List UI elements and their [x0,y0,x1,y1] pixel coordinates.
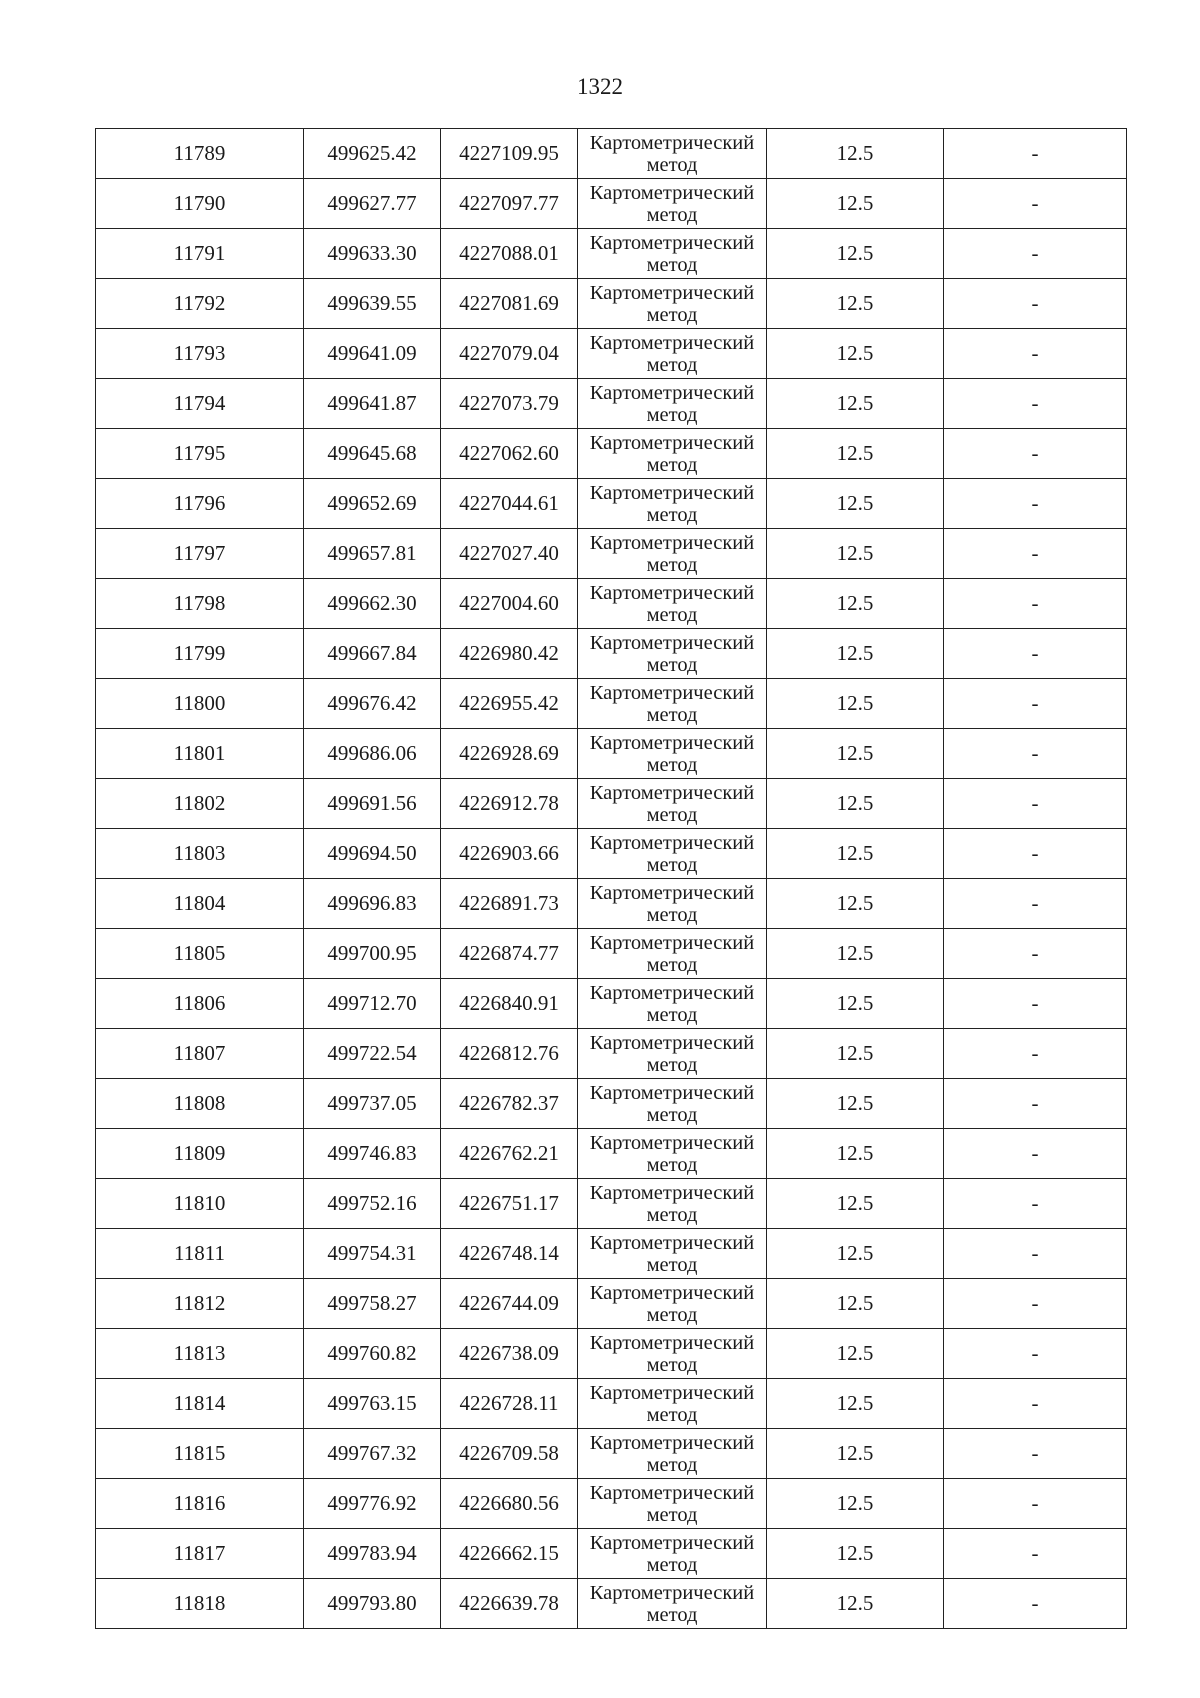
method-line-2: метод [646,653,698,676]
method-cell [578,1379,767,1429]
method-line-2: метод [646,1053,698,1076]
point-id-cell: 11813 [96,1329,304,1379]
method-cell [578,379,767,429]
note-cell: - [944,1579,1127,1629]
note-cell: - [944,1129,1127,1179]
y-coordinate-cell: 4226639.78 [441,1579,578,1629]
y-coordinate-cell: 4226680.56 [441,1479,578,1529]
method-cell [578,929,767,979]
method-line-1: Картометрический [589,331,755,354]
y-coordinate-cell: 4227027.40 [441,529,578,579]
x-coordinate-cell: 499722.54 [304,1029,441,1079]
note-cell: - [944,1429,1127,1479]
y-coordinate-cell: 4227044.61 [441,479,578,529]
method-line-2: метод [646,303,698,326]
method-line-2: метод [646,903,698,926]
table-row [96,1229,1127,1279]
table-row [96,579,1127,629]
method-cell [578,429,767,479]
method-cell [578,1079,767,1129]
point-id-cell: 11812 [96,1279,304,1329]
x-coordinate-cell: 499686.06 [304,729,441,779]
point-id-cell: 11791 [96,229,304,279]
note-cell: - [944,729,1127,779]
y-coordinate-cell: 4226744.09 [441,1279,578,1329]
x-coordinate-cell: 499662.30 [304,579,441,629]
accuracy-cell: 12.5 [767,279,944,329]
point-id-cell: 11803 [96,829,304,879]
y-coordinate-cell: 4227079.04 [441,329,578,379]
point-id-cell: 11792 [96,279,304,329]
accuracy-cell: 12.5 [767,529,944,579]
x-coordinate-cell: 499752.16 [304,1179,441,1229]
point-id-cell: 11806 [96,979,304,1029]
point-id-cell: 11802 [96,779,304,829]
method-line-1: Картометрический [589,731,755,754]
accuracy-cell: 12.5 [767,1479,944,1529]
note-cell: - [944,1479,1127,1529]
method-line-2: метод [646,1453,698,1476]
y-coordinate-cell: 4227062.60 [441,429,578,479]
method-cell [578,829,767,879]
method-line-2: метод [646,553,698,576]
table-row [96,1029,1127,1079]
method-line-1: Картометрический [589,481,755,504]
method-line-2: метод [646,853,698,876]
x-coordinate-cell: 499700.95 [304,929,441,979]
accuracy-cell: 12.5 [767,1229,944,1279]
table-row [96,729,1127,779]
table-row [96,529,1127,579]
accuracy-cell: 12.5 [767,779,944,829]
accuracy-cell: 12.5 [767,1179,944,1229]
x-coordinate-cell: 499712.70 [304,979,441,1029]
table-row [96,779,1127,829]
note-cell: - [944,1329,1127,1379]
accuracy-cell: 12.5 [767,1529,944,1579]
method-cell [578,1029,767,1079]
method-line-1: Картометрический [589,1331,755,1354]
table-row [96,1329,1127,1379]
method-line-1: Картометрический [589,581,755,604]
table-row [96,379,1127,429]
method-line-1: Картометрический [589,1581,755,1604]
x-coordinate-cell: 499793.80 [304,1579,441,1629]
accuracy-cell: 12.5 [767,479,944,529]
method-line-1: Картометрический [589,1431,755,1454]
accuracy-cell: 12.5 [767,679,944,729]
note-cell: - [944,1229,1127,1279]
table-row [96,279,1127,329]
y-coordinate-cell: 4226874.77 [441,929,578,979]
accuracy-cell: 12.5 [767,429,944,479]
note-cell: - [944,429,1127,479]
method-line-2: метод [646,1153,698,1176]
page-number: 1322 [577,74,623,99]
accuracy-cell: 12.5 [767,129,944,179]
y-coordinate-cell: 4226928.69 [441,729,578,779]
method-line-2: метод [646,1003,698,1026]
method-line-2: метод [646,1553,698,1576]
table-row [96,1429,1127,1479]
point-id-cell: 11794 [96,379,304,429]
method-line-1: Картометрический [589,131,755,154]
note-cell: - [944,279,1127,329]
point-id-cell: 11815 [96,1429,304,1479]
point-id-cell: 11805 [96,929,304,979]
note-cell: - [944,879,1127,929]
x-coordinate-cell: 499657.81 [304,529,441,579]
note-cell: - [944,1379,1127,1429]
y-coordinate-cell: 4226748.14 [441,1229,578,1279]
y-coordinate-cell: 4227081.69 [441,279,578,329]
accuracy-cell: 12.5 [767,179,944,229]
y-coordinate-cell: 4226782.37 [441,1079,578,1129]
method-cell [578,279,767,329]
method-cell [578,779,767,829]
y-coordinate-cell: 4226912.78 [441,779,578,829]
table-row [96,129,1127,179]
method-cell [578,479,767,529]
method-line-2: метод [646,253,698,276]
method-line-2: метод [646,353,698,376]
method-cell [578,879,767,929]
table-row [96,429,1127,479]
method-line-1: Картометрический [589,831,755,854]
point-id-cell: 11804 [96,879,304,929]
method-line-2: метод [646,603,698,626]
accuracy-cell: 12.5 [767,1379,944,1429]
method-cell [578,529,767,579]
table-row [96,479,1127,529]
x-coordinate-cell: 499639.55 [304,279,441,329]
point-id-cell: 11807 [96,1029,304,1079]
note-cell: - [944,1029,1127,1079]
method-cell [578,1229,767,1279]
table-row [96,1279,1127,1329]
method-cell [578,629,767,679]
note-cell: - [944,679,1127,729]
method-line-2: метод [646,953,698,976]
y-coordinate-cell: 4226955.42 [441,679,578,729]
note-cell: - [944,979,1127,1029]
method-line-2: метод [646,1503,698,1526]
y-coordinate-cell: 4226738.09 [441,1329,578,1379]
accuracy-cell: 12.5 [767,729,944,779]
note-cell: - [944,629,1127,679]
point-id-cell: 11818 [96,1579,304,1629]
y-coordinate-cell: 4226980.42 [441,629,578,679]
y-coordinate-cell: 4226840.91 [441,979,578,1029]
method-line-2: метод [646,753,698,776]
method-cell [578,329,767,379]
table-row [96,879,1127,929]
method-cell [578,979,767,1029]
table-row [96,1529,1127,1579]
point-id-cell: 11810 [96,1179,304,1229]
x-coordinate-cell: 499776.92 [304,1479,441,1529]
method-line-1: Картометрический [589,1231,755,1254]
method-line-2: метод [646,403,698,426]
method-line-1: Картометрический [589,981,755,1004]
table-row [96,329,1127,379]
method-cell [578,1329,767,1379]
method-line-1: Картометрический [589,1181,755,1204]
point-id-cell: 11795 [96,429,304,479]
x-coordinate-cell: 499652.69 [304,479,441,529]
note-cell: - [944,229,1127,279]
method-cell [578,579,767,629]
x-coordinate-cell: 499783.94 [304,1529,441,1579]
x-coordinate-cell: 499696.83 [304,879,441,929]
x-coordinate-cell: 499691.56 [304,779,441,829]
note-cell: - [944,179,1127,229]
note-cell: - [944,379,1127,429]
note-cell: - [944,1179,1127,1229]
table-row [96,1379,1127,1429]
accuracy-cell: 12.5 [767,629,944,679]
table-row [96,629,1127,679]
method-line-1: Картометрический [589,931,755,954]
y-coordinate-cell: 4226709.58 [441,1429,578,1479]
y-coordinate-cell: 4226728.11 [441,1379,578,1429]
accuracy-cell: 12.5 [767,329,944,379]
table-body [96,129,1127,1629]
note-cell: - [944,779,1127,829]
method-line-2: метод [646,703,698,726]
point-id-cell: 11798 [96,579,304,629]
method-cell [578,1579,767,1629]
method-cell [578,229,767,279]
table-row [96,929,1127,979]
point-id-cell: 11817 [96,1529,304,1579]
table-row [96,1579,1127,1629]
method-line-1: Картометрический [589,281,755,304]
accuracy-cell: 12.5 [767,979,944,1029]
table-row [96,1129,1127,1179]
method-line-2: метод [646,1603,698,1626]
method-line-2: метод [646,1303,698,1326]
table-row [96,979,1127,1029]
table-row [96,1479,1127,1529]
table-row [96,679,1127,729]
method-line-1: Картометрический [589,1381,755,1404]
method-line-1: Картометрический [589,431,755,454]
x-coordinate-cell: 499737.05 [304,1079,441,1129]
method-cell [578,1429,767,1479]
accuracy-cell: 12.5 [767,1029,944,1079]
point-id-cell: 11814 [96,1379,304,1429]
note-cell: - [944,1529,1127,1579]
x-coordinate-cell: 499746.83 [304,1129,441,1179]
method-cell [578,1179,767,1229]
point-id-cell: 11799 [96,629,304,679]
method-line-1: Картометрический [589,681,755,704]
x-coordinate-cell: 499676.42 [304,679,441,729]
point-id-cell: 11793 [96,329,304,379]
x-coordinate-cell: 499641.09 [304,329,441,379]
method-line-1: Картометрический [589,1531,755,1554]
x-coordinate-cell: 499645.68 [304,429,441,479]
point-id-cell: 11800 [96,679,304,729]
note-cell: - [944,1279,1127,1329]
y-coordinate-cell: 4227073.79 [441,379,578,429]
method-line-1: Картометрический [589,381,755,404]
point-id-cell: 11808 [96,1079,304,1129]
method-cell [578,679,767,729]
note-cell: - [944,1079,1127,1129]
accuracy-cell: 12.5 [767,379,944,429]
method-cell [578,729,767,779]
accuracy-cell: 12.5 [767,879,944,929]
method-cell [578,129,767,179]
table-row [96,829,1127,879]
x-coordinate-cell: 499760.82 [304,1329,441,1379]
method-cell [578,1529,767,1579]
accuracy-cell: 12.5 [767,1279,944,1329]
method-cell [578,1479,767,1529]
x-coordinate-cell: 499641.87 [304,379,441,429]
method-line-2: метод [646,1253,698,1276]
method-line-1: Картометрический [589,1281,755,1304]
x-coordinate-cell: 499633.30 [304,229,441,279]
method-line-2: метод [646,1203,698,1226]
note-cell: - [944,929,1127,979]
note-cell: - [944,829,1127,879]
y-coordinate-cell: 4226762.21 [441,1129,578,1179]
y-coordinate-cell: 4227097.77 [441,179,578,229]
method-line-2: метод [646,1403,698,1426]
x-coordinate-cell: 499758.27 [304,1279,441,1329]
method-line-1: Картометрический [589,881,755,904]
point-id-cell: 11797 [96,529,304,579]
note-cell: - [944,329,1127,379]
x-coordinate-cell: 499767.32 [304,1429,441,1479]
y-coordinate-cell: 4227088.01 [441,229,578,279]
note-cell: - [944,129,1127,179]
method-line-2: метод [646,1103,698,1126]
method-line-1: Картометрический [589,181,755,204]
method-line-1: Картометрический [589,531,755,554]
accuracy-cell: 12.5 [767,1429,944,1479]
y-coordinate-cell: 4227004.60 [441,579,578,629]
table-row [96,179,1127,229]
note-cell: - [944,579,1127,629]
x-coordinate-cell: 499627.77 [304,179,441,229]
point-id-cell: 11796 [96,479,304,529]
x-coordinate-cell: 499763.15 [304,1379,441,1429]
method-cell [578,179,767,229]
method-line-1: Картометрический [589,631,755,654]
accuracy-cell: 12.5 [767,1079,944,1129]
point-id-cell: 11801 [96,729,304,779]
method-line-2: метод [646,1353,698,1376]
table-row [96,229,1127,279]
accuracy-cell: 12.5 [767,1579,944,1629]
point-id-cell: 11816 [96,1479,304,1529]
y-coordinate-cell: 4227109.95 [441,129,578,179]
method-line-2: метод [646,453,698,476]
method-line-2: метод [646,503,698,526]
note-cell: - [944,529,1127,579]
method-line-1: Картометрический [589,781,755,804]
x-coordinate-cell: 499754.31 [304,1229,441,1279]
y-coordinate-cell: 4226903.66 [441,829,578,879]
method-line-1: Картометрический [589,1031,755,1054]
x-coordinate-cell: 499694.50 [304,829,441,879]
point-id-cell: 11809 [96,1129,304,1179]
accuracy-cell: 12.5 [767,829,944,879]
method-line-2: метод [646,803,698,826]
method-line-1: Картометрический [589,231,755,254]
accuracy-cell: 12.5 [767,229,944,279]
method-line-2: метод [646,153,698,176]
table-row [96,1179,1127,1229]
method-cell [578,1129,767,1179]
method-line-1: Картометрический [589,1481,755,1504]
table-row [96,1079,1127,1129]
method-line-2: метод [646,203,698,226]
x-coordinate-cell: 499667.84 [304,629,441,679]
method-cell [578,1279,767,1329]
accuracy-cell: 12.5 [767,1129,944,1179]
y-coordinate-cell: 4226891.73 [441,879,578,929]
coordinates-table [95,128,1127,1629]
x-coordinate-cell: 499625.42 [304,129,441,179]
y-coordinate-cell: 4226812.76 [441,1029,578,1079]
method-line-1: Картометрический [589,1131,755,1154]
y-coordinate-cell: 4226751.17 [441,1179,578,1229]
y-coordinate-cell: 4226662.15 [441,1529,578,1579]
method-line-1: Картометрический [589,1081,755,1104]
accuracy-cell: 12.5 [767,1329,944,1379]
accuracy-cell: 12.5 [767,579,944,629]
point-id-cell: 11789 [96,129,304,179]
note-cell: - [944,479,1127,529]
point-id-cell: 11790 [96,179,304,229]
accuracy-cell: 12.5 [767,929,944,979]
point-id-cell: 11811 [96,1229,304,1279]
